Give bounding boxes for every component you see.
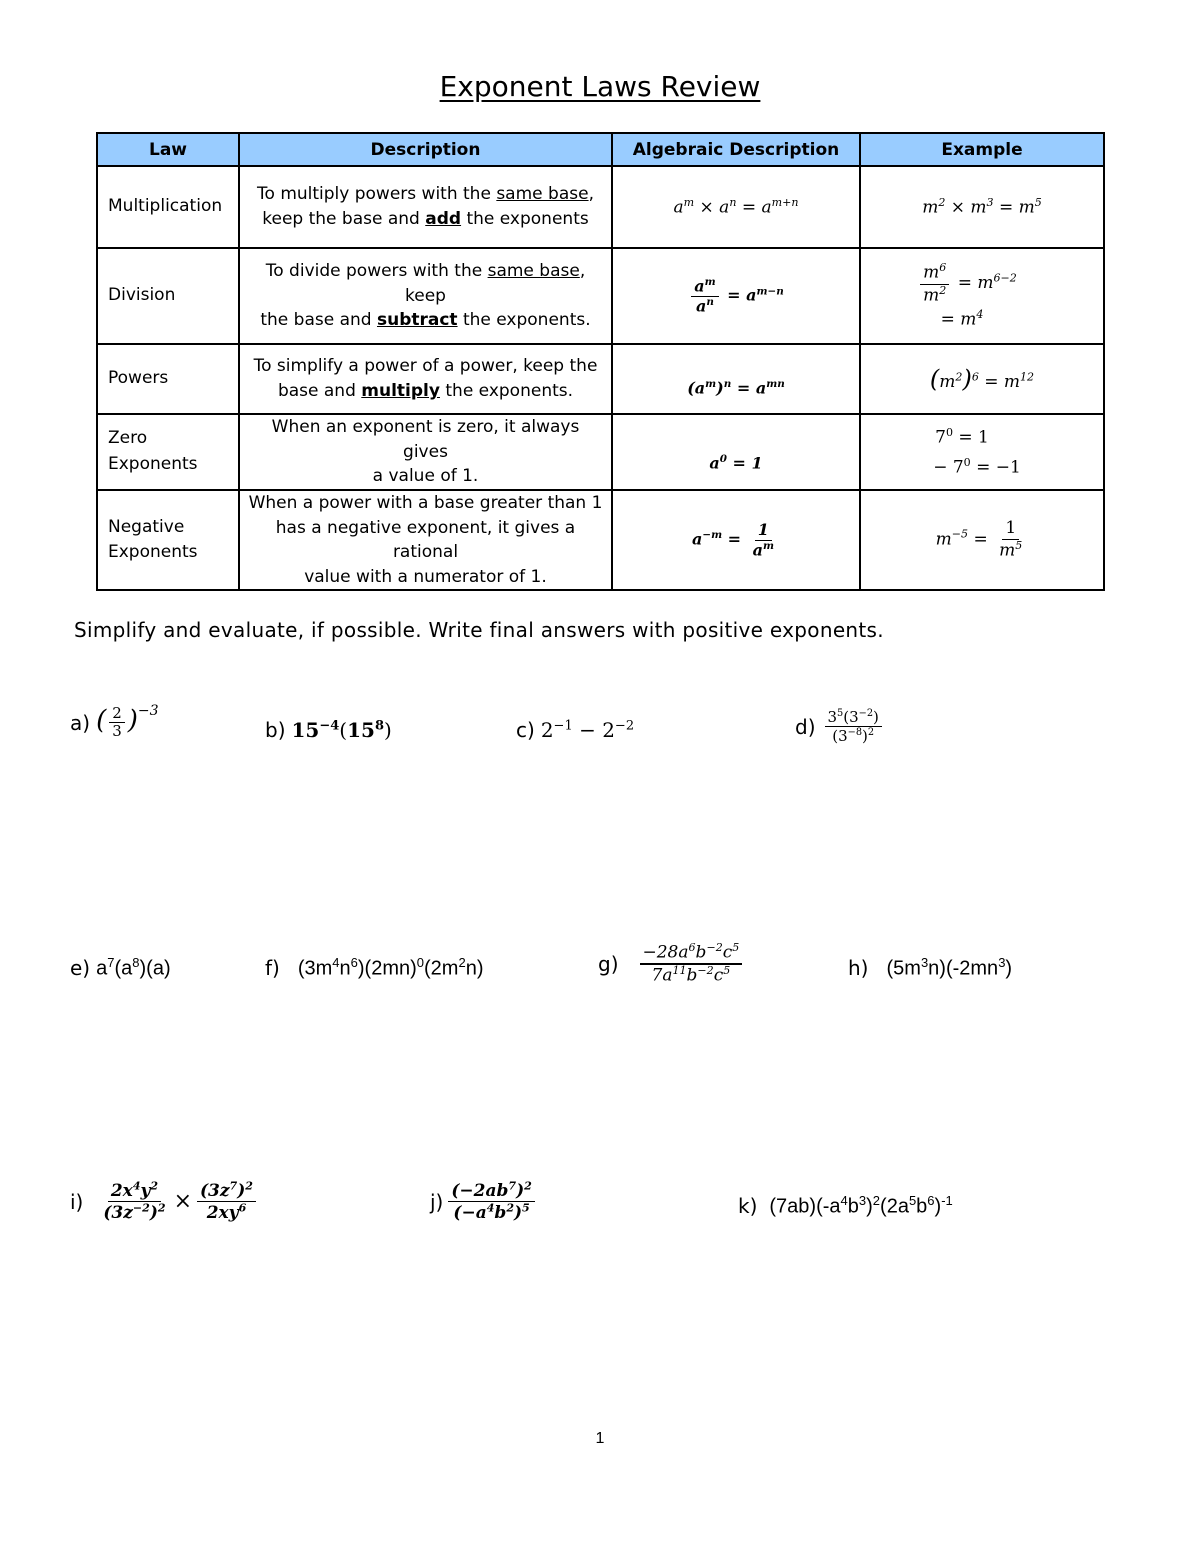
problem-g — [598, 942, 745, 986]
header-example: Example — [860, 133, 1104, 166]
desc-text: When an exponent is zero, it always gives — [271, 417, 580, 462]
law-description — [239, 248, 612, 344]
desc-text: has a negative exponent, it gives a rational — [275, 517, 576, 563]
desc-underlined: same base — [496, 184, 589, 205]
law-description — [239, 166, 612, 248]
law-name-line: Exponents — [108, 453, 198, 474]
problem-expression: $(5m^3n)(-2mn^3)$ — [886, 955, 1013, 980]
desc-bold-underlined: subtract — [376, 310, 458, 331]
problem-d — [795, 708, 885, 746]
desc-text: , — [588, 184, 594, 205]
table-row — [97, 490, 1104, 591]
problem-label: i) — [70, 1189, 84, 1214]
law-description — [239, 344, 612, 414]
problem-expression: $(3m^4n^6)(2mn)^0(2m^2n)$ — [297, 955, 484, 980]
problem-expression: $\frac{(-2ab^7)^2}{(-a^4b^2)^5}$ — [445, 1180, 537, 1223]
problem-a — [70, 702, 159, 741]
problem-i — [70, 1180, 259, 1223]
problem-label: d) — [795, 714, 816, 739]
law-name — [97, 414, 239, 490]
problem-expression: $\frac{3^5(3^{-2})}{(3^{-8})^2}$ — [822, 708, 885, 746]
problem-f — [265, 955, 484, 981]
problem-label: j) — [430, 1189, 444, 1214]
law-name: Division — [97, 248, 239, 344]
law-name: Powers — [97, 344, 239, 414]
table-row — [97, 414, 1104, 490]
desc-underlined: same base — [487, 261, 580, 282]
problem-label: b) — [265, 718, 286, 742]
problem-expression: $a^7(a^8)(a)$ — [96, 955, 171, 980]
problem-j — [430, 1180, 538, 1223]
desc-text: , keep — [405, 261, 586, 306]
desc-text: the exponents — [461, 209, 589, 229]
page-title: Exponent Laws Review — [439, 70, 761, 103]
header-algebraic-description: Algebraic Description — [612, 133, 860, 166]
algebraic-formula: $(a^m)^n = a^{mn}$ — [612, 344, 860, 414]
law-name — [97, 490, 239, 591]
problem-label: c) — [516, 718, 535, 742]
header-law: Law — [97, 133, 239, 166]
problem-label: f) — [265, 955, 280, 980]
desc-text: base and — [277, 381, 362, 401]
problem-e — [70, 955, 171, 981]
example-formula: $\frac{m^6}{m^2}$ = $m^{6-2}$ = $m^4$ — [860, 248, 1104, 344]
problem-b — [265, 718, 392, 742]
exponent-laws-table — [96, 132, 1105, 591]
desc-text: To simplify a power of a power, keep the — [253, 356, 598, 377]
desc-bold-underlined: add — [425, 209, 462, 229]
problem-c — [516, 718, 634, 742]
header-description: Description — [239, 133, 612, 166]
problem-h — [848, 955, 1012, 981]
desc-bold-underlined: multiply — [361, 381, 440, 401]
desc-text: When a power with a base greater than 1 — [248, 492, 603, 513]
law-description — [239, 490, 612, 591]
problem-label: e) — [70, 955, 91, 980]
problem-expression: $15^{-4}(15^8)$ — [291, 718, 392, 742]
example-formula: $m^2 \times m^3 = m^5$ — [860, 166, 1104, 248]
desc-text: value with a numerator of 1. — [304, 566, 547, 587]
table-row — [97, 344, 1104, 414]
desc-text: To divide powers with the — [265, 261, 488, 282]
problem-expression: $\frac{2x^4y^2}{(3z^{-2})^2}$ × $\frac{(3z^7)^2}{2xy^6}$ — [97, 1180, 259, 1223]
law-description — [239, 414, 612, 490]
problem-expression: $2^{-1} - 2^{-2}$ — [540, 718, 635, 742]
algebraic-formula: $\frac{a^m}{a^n}$ = $a^{m-n}$ — [612, 248, 860, 344]
page-number: 1 — [595, 1430, 605, 1447]
instructions: Simplify and evaluate, if possible. Write final answers with positive exponents. — [74, 618, 884, 642]
desc-text: the exponents. — [457, 310, 591, 331]
algebraic-formula: $a^0 = 1$ — [612, 414, 860, 490]
table-row — [97, 166, 1104, 248]
problem-label: a) — [70, 710, 91, 735]
law-name-line: Exponents — [108, 542, 198, 563]
law-name-line: Negative — [108, 516, 185, 537]
example-formula: $7^0 = 1$ − $7^0 = -1$ — [860, 414, 1104, 490]
desc-text: a value of 1. — [372, 466, 479, 487]
problem-expression: $(7ab)(-a^4b^3)^2(2a^5b^6)^{-1}$ — [769, 1193, 953, 1218]
desc-text: keep the base and — [262, 209, 426, 229]
table-header-row — [97, 133, 1104, 166]
desc-text: the exponents. — [439, 381, 574, 401]
problem-expression: $\frac{-28a^6b^{-2}c^5}{7a^{11}b^{-2}c^5}$ — [637, 942, 746, 986]
algebraic-formula: $a^m \times a^n = a^{m+n}$ — [612, 166, 860, 248]
algebraic-formula: $a^{-m}$ = $\frac{1}{a^m}$ — [612, 490, 860, 591]
example-formula: $m^{-5}$ = $\frac{1}{m^5}$ — [860, 490, 1104, 591]
problem-label: g) — [598, 952, 619, 977]
problem-expression: ( $\frac{2}{3}$ )$^{-3}$ — [96, 702, 159, 741]
problem-k — [738, 1193, 953, 1219]
law-name: Multiplication — [97, 166, 239, 248]
problem-label: h) — [848, 955, 869, 980]
problem-label: k) — [738, 1193, 758, 1218]
desc-text: the base and — [260, 310, 377, 331]
law-name-line: Zero — [108, 428, 148, 449]
example-formula: $(m^2)^6 = m^{12}$ — [860, 344, 1104, 414]
table-row — [97, 248, 1104, 344]
desc-text: To multiply powers with the — [257, 184, 497, 205]
